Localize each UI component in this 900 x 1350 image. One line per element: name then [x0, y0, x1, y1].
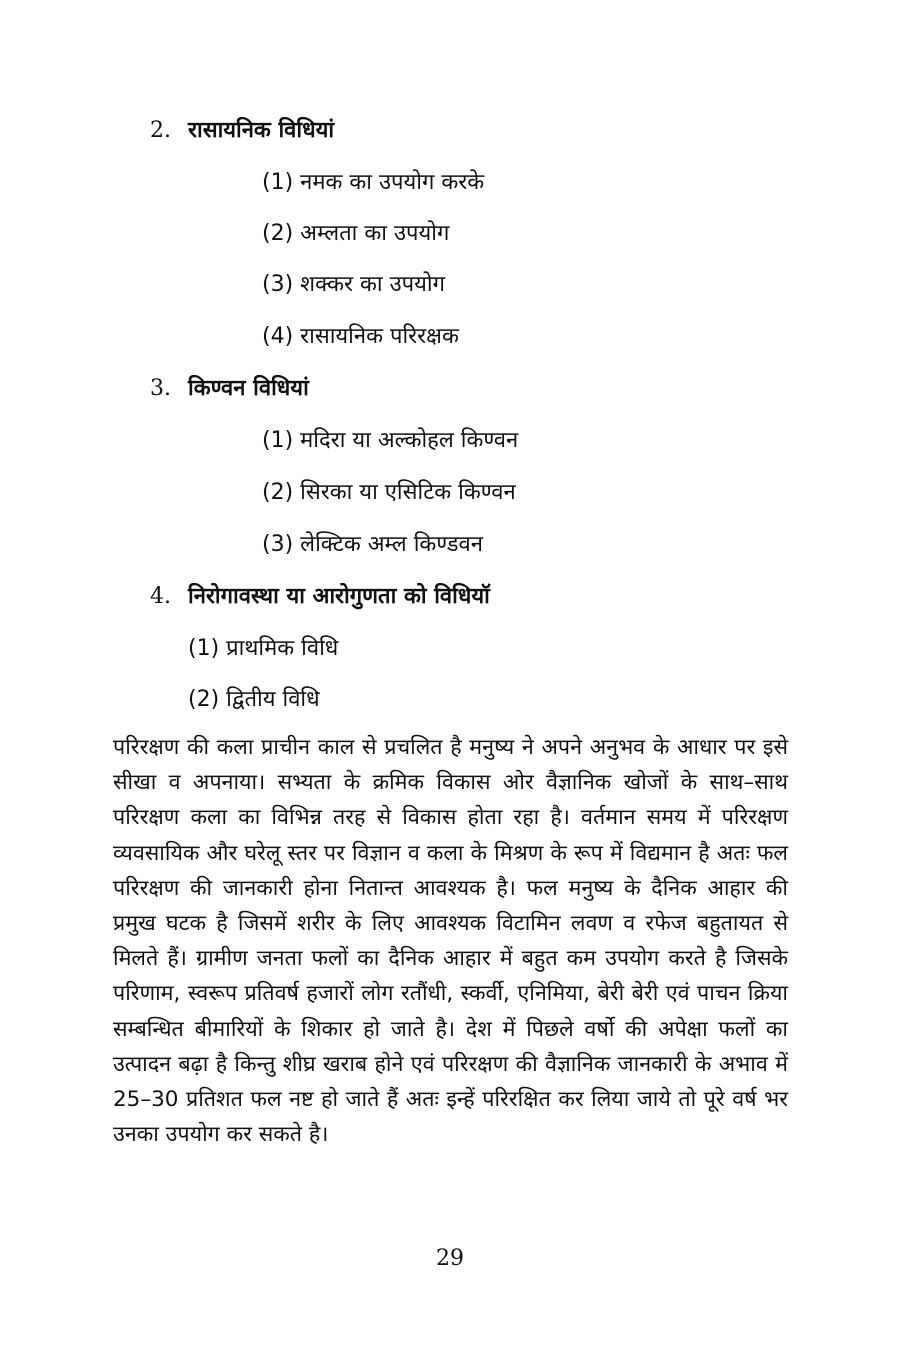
list-item: (1) प्राथमिक विधि	[188, 636, 339, 661]
list-item: (3) शक्कर का उपयोग	[262, 272, 445, 297]
section-title: निरोगावस्था या आरोगुणता को विधियॉ	[188, 584, 490, 609]
section-number: 3.	[150, 376, 171, 401]
body-paragraph: परिरक्षण की कला प्राचीन काल से प्रचलित है मनुष्य ने अपने अनुभव के आधार पर इसे सीखा व अपनाया। सभ्यता के क्रमिक विकास ओर वैज्ञानिक खोजों के साथ–साथ परिरक्षण कला का विभिन्न तरह से विकास होता रहा है। वर्तमान समय में परिरक्षण व्यवसायिक और घरेलू स्तर पर विज्ञान व कला के मिश्रण के रूप में विद्यमान है अतः फल परिरक्षण की जानकारी होना नितान्त आवश्यक है। फल मनुष्य के दैनिक आहार की प्रमुख घटक है जिसमें शरीर के लिए आवश्यक विटामिन लवण व रफेज बहुतायत से मिलते हैं। ग्रामीण जनता फलों का दैनिक आहार में बहुत कम उपयोग करते है जिसके परिणाम, स्वरूप प्रतिवर्ष हजारों लोग रतौंधी, स्कर्वी, एनिमिया, बेरी बेरी एवं पाचन क्रिया सम्बन्धित बीमारियों के शिकार हो जाते है। देश में पिछले वर्षो की अपेक्षा फलों का उत्पादन बढ़ा है किन्तु शीघ्र खराब होने एवं परिरक्षण की वैज्ञानिक जानकारी के अभाव में 25–30 प्रतिशत फल नष्ट हो जाते हैं अतः इन्हें परिरक्षित कर लिया जाये तो पूरे वर्ष भर उनका उपयोग कर सकते है।	[113, 735, 788, 1148]
section-heading-asepsis-methods	[150, 580, 490, 610]
list-item: (4) रासायनिक परिरक्षक	[262, 324, 459, 349]
list-item: (1) नमक का उपयोग करके	[262, 170, 485, 195]
page-number: 29	[436, 1246, 464, 1271]
list-item: (3) लेक्टिक अम्ल किण्डवन	[262, 532, 483, 557]
section-heading-fermentation-methods	[150, 372, 309, 402]
section-title: रासायनिक विधियां	[188, 118, 335, 143]
section-title: किण्वन विधियां	[188, 376, 309, 401]
section-heading-chemical-methods	[150, 114, 334, 144]
list-item: (2) सिरका या एसिटिक किण्वन	[262, 480, 516, 505]
section-number: 2.	[150, 118, 171, 143]
list-item: (2) अम्लता का उपयोग	[262, 221, 450, 246]
list-item: (1) मदिरा या अल्कोहल किण्वन	[262, 428, 519, 453]
list-item: (2) द्वितीय विधि	[188, 687, 320, 712]
section-number: 4.	[150, 584, 171, 609]
